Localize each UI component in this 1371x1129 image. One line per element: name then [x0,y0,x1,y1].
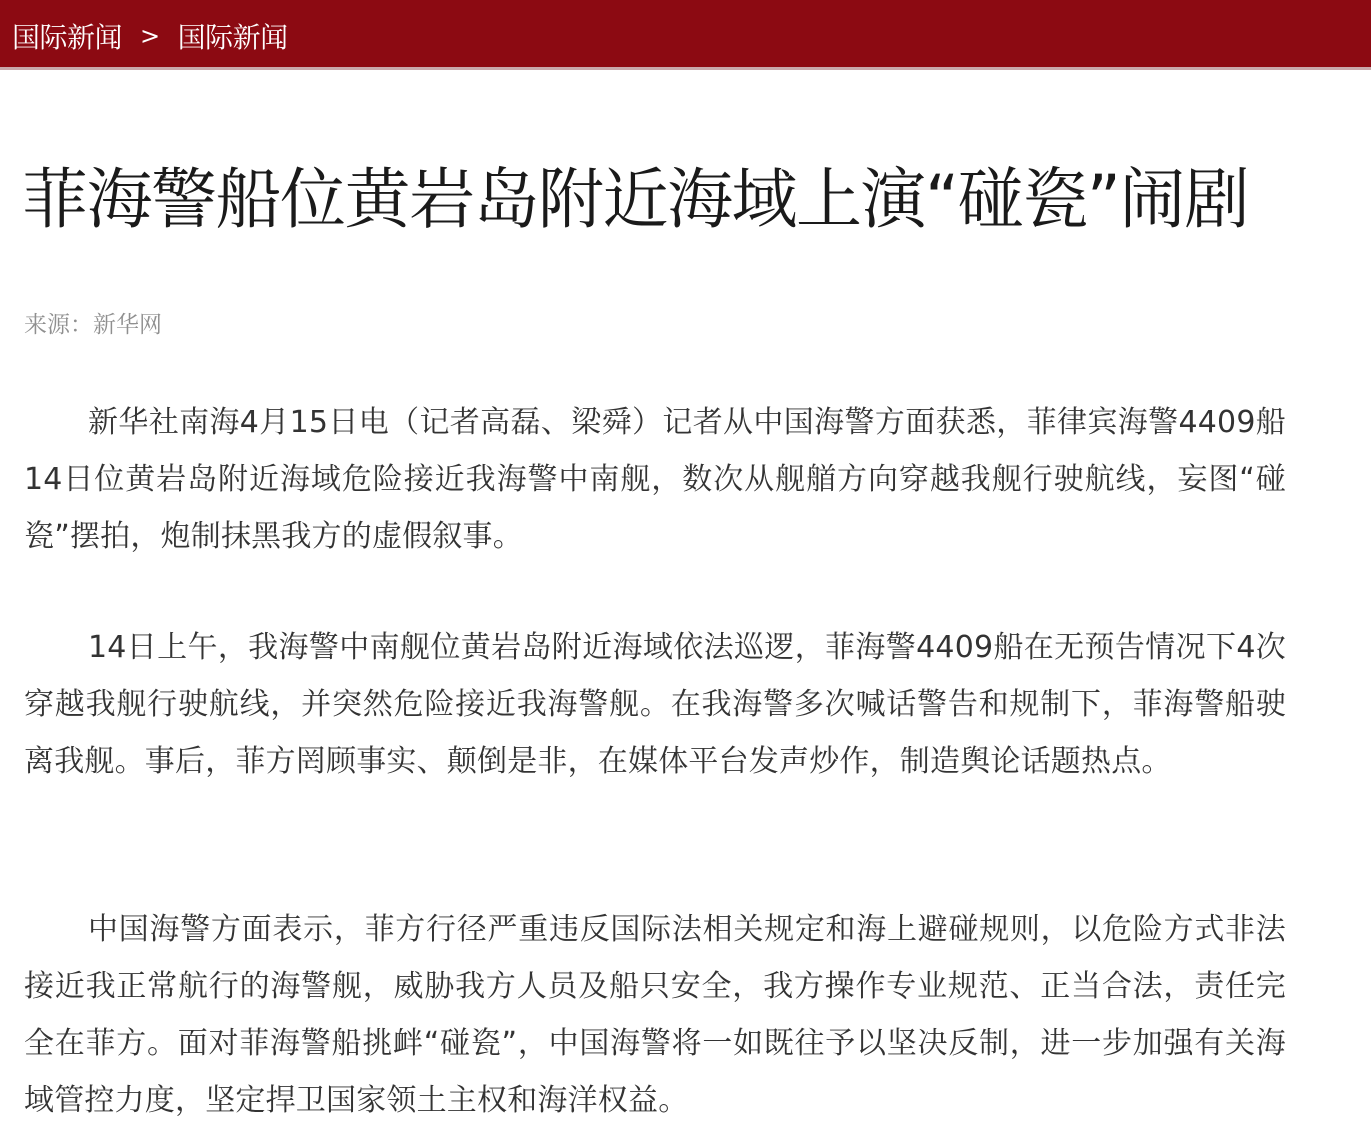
article-source: 来源：新华网 [24,312,162,338]
article-paragraph: 新华社南海4月15日电（记者高磊、梁舜）记者从中国海警方面获悉，菲律宾海警4409船14日位黄岩岛附近海域危险接近我海警中南舰，数次从舰艏方向穿越我舰行驶航线，妄图“碰瓷”摆拍，炮制抹黑我方的虚假叙事。 [24,405,1286,554]
article-paragraph: 中国海警方面表示，菲方行径严重违反国际法相关规定和海上避碰规则，以危险方式非法接近我正常航行的海警舰，威胁我方人员及船只安全，我方操作专业规范、正当合法，责任完全在菲方。面对菲海警船挑衅“碰瓷”，中国海警将一如既往予以坚决反制，进一步加强有关海域管控力度，坚定捍卫国家领土主权和海洋权益。 [24,912,1286,1118]
breadcrumb [12,16,288,56]
breadcrumb-link-current[interactable]: 国际新闻 [177,21,288,54]
article-paragraph: 14日上午，我海警中南舰位黄岩岛附近海域依法巡逻，菲海警4409船在无预告情况下4次穿越我舰行驶航线，并突然危险接近我海警舰。在我海警多次喊话警告和规制下，菲海警船驶离我舰。事后，菲方罔顾事实、颠倒是非，在媒体平台发声炒作，制造舆论话题热点。 [24,630,1286,779]
breadcrumb-link-international-news[interactable]: 国际新闻 [12,21,123,54]
breadcrumb-separator: > [140,22,160,50]
header-bar [0,0,1371,70]
article-title: 菲海警船位黄岩岛附近海域上演“碰瓷”闹剧 [22,161,1249,238]
